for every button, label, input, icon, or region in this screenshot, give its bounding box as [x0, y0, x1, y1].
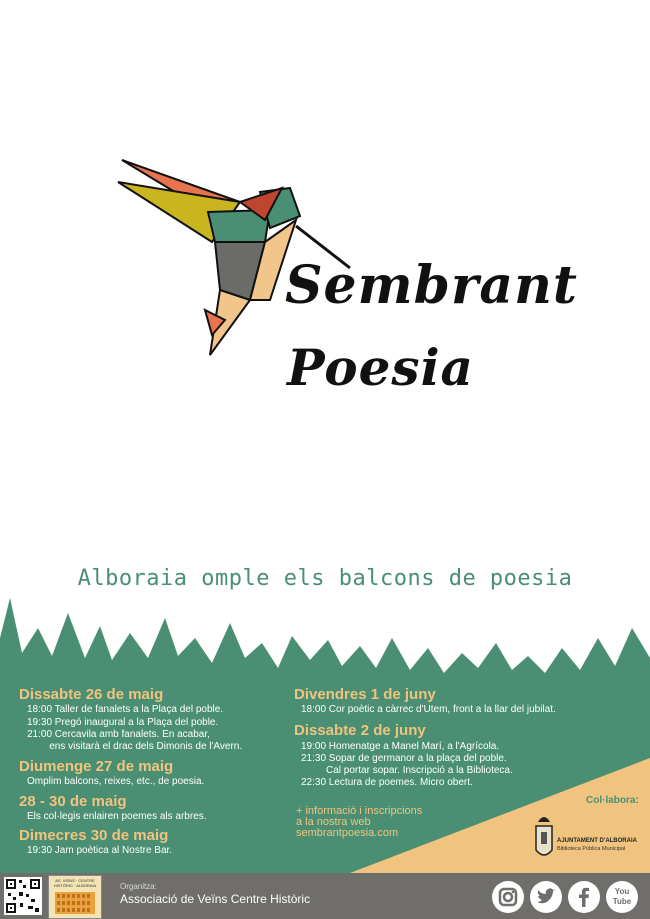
youtube-icon[interactable]: [606, 881, 638, 913]
ajuntament-crest-icon: [532, 812, 556, 862]
collab-label: Col·labora:: [586, 795, 639, 806]
event-line: Els col·legis enlairen poemes als arbres.: [27, 811, 207, 822]
organizer-name: Associació de Veïns Centre Històric: [120, 892, 311, 906]
poster-title-line2: Poesia: [287, 338, 474, 397]
facebook-icon[interactable]: [568, 881, 600, 913]
day-title: Dissabte 2 de juny: [294, 722, 426, 739]
qr-code-icon: [4, 877, 42, 915]
youtube-icon-label: You Tube: [612, 887, 632, 906]
building-icon: [53, 888, 97, 916]
association-logo: [48, 875, 102, 919]
poster-title-line1: Sembrant: [285, 255, 578, 316]
event-line: 19:30 Jam poètica al Nostre Bar.: [27, 845, 173, 856]
info-line: + informació i inscripcions: [296, 805, 423, 817]
event-line: 18:00 Taller de fanalets a la Plaça del poble.: [27, 704, 224, 715]
event-line: 22:30 Lectura de poemes. Micro obert.: [301, 777, 473, 788]
instagram-icon[interactable]: [492, 881, 524, 913]
twitter-icon[interactable]: [530, 881, 562, 913]
event-line: 19:30 Pregó inaugural a la Plaça del poble.: [27, 717, 219, 728]
day-title: 28 - 30 de maig: [19, 793, 127, 810]
ajuntament-name: AJUNTAMENT D'ALBORAIA: [557, 838, 637, 844]
info-line: a la nostra web: [296, 816, 371, 828]
website-link[interactable]: sembrantpoesia.com: [296, 827, 399, 839]
event-line: 21:00 Cercavila amb fanalets. En acabar,: [27, 729, 210, 740]
day-title: Divendres 1 de juny: [294, 686, 436, 703]
association-logo-text: AS. VEÏNS · CENTRE HISTÒRIC · ALBORAIA: [53, 878, 97, 888]
event-line: 19:00 Homenatge a Manel Marí, a l'Agrícola.: [301, 741, 500, 752]
biblioteca-name: Biblioteca Pública Municipal: [557, 846, 626, 852]
event-line: ens visitarà el drac dels Dimonis de l'Avern.: [27, 741, 243, 752]
day-title: Dimecres 30 de maig: [19, 827, 169, 844]
day-title: Dissabte 26 de maig: [19, 686, 164, 703]
event-line: Omplim balcons, reixes, etc., de poesia.: [27, 776, 205, 787]
day-title: Diumenge 27 de maig: [19, 758, 174, 775]
organizer-label: Organitza:: [120, 882, 157, 891]
event-line: 21:30 Sopar de germanor a la plaça del poble.: [301, 753, 507, 764]
poster-subtitle: Alboraia omple els balcons de poesia: [77, 566, 573, 591]
event-line: 18:00 Cor poètic a càrrec d'Utem, front a la llar del jubilat.: [301, 704, 556, 715]
info-block: [296, 806, 422, 839]
event-line: Cal portar sopar. Inscripció a la Biblioteca.: [301, 765, 513, 776]
